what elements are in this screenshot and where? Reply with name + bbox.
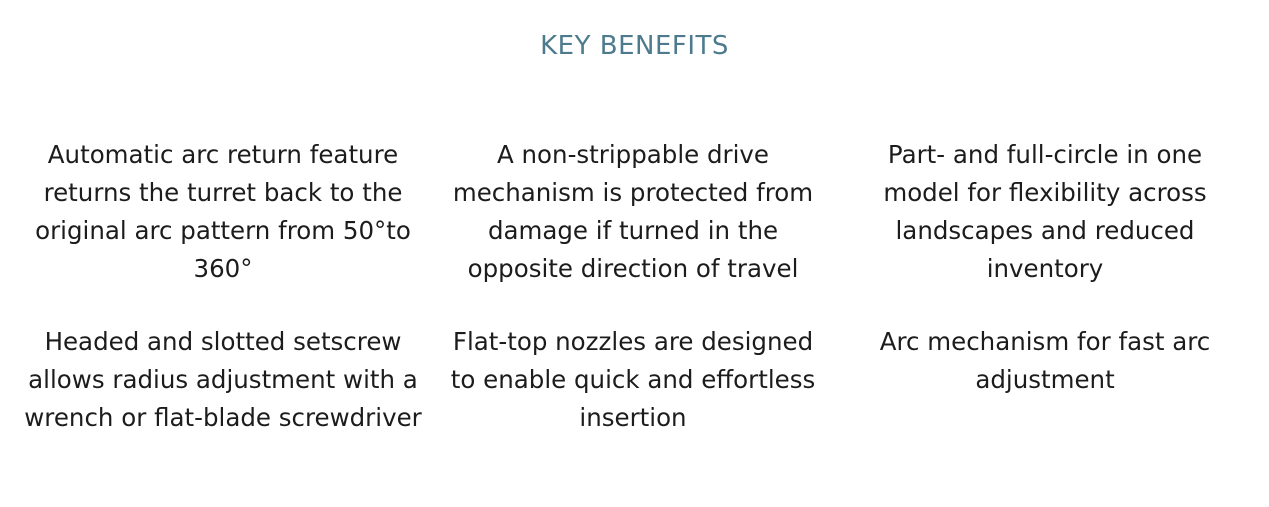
benefit-flat-top-nozzles: Flat-top nozzles are designed to enable quick and effortless insertion	[450, 327, 816, 432]
benefit-part-full-circle: Part- and full-circle in one model for flexibility across landscapes and reduced inventory	[883, 140, 1207, 283]
page-title: KEY BENEFITS	[540, 31, 729, 61]
benefit-drive-mechanism: A non-strippable drive mechanism is protected from damage if turned in the opposite direction of travel	[452, 140, 814, 283]
benefit-arc-return: Automatic arc return feature returns the turret back to the original arc pattern from 50°to 360°	[35, 140, 411, 283]
benefit-setscrew: Headed and slotted setscrew allows radius adjustment with a wrench or flat-blade screwdriver	[24, 327, 422, 432]
benefit-arc-mechanism: Arc mechanism for fast arc adjustment	[879, 327, 1211, 394]
